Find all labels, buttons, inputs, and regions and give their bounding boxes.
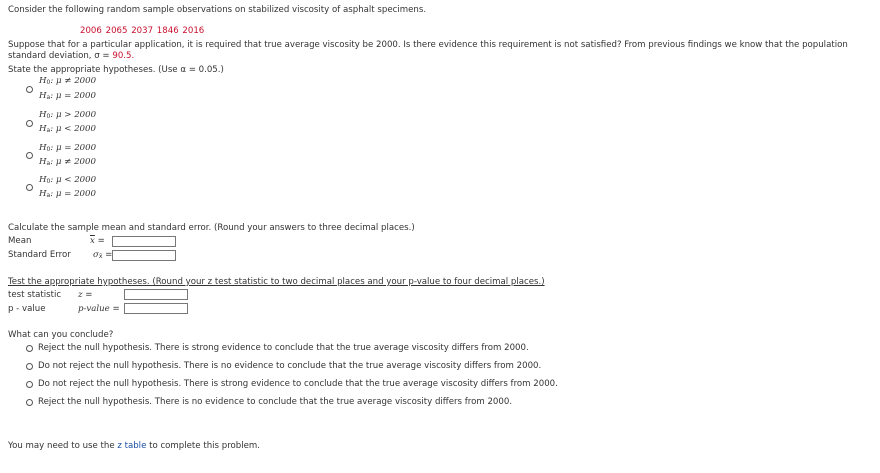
z-table-link[interactable]: z table [117, 441, 147, 451]
pvalue-input[interactable] [124, 303, 188, 314]
conclude-prompt: What can you conclude? [8, 330, 114, 340]
z-input[interactable] [124, 289, 188, 300]
hypothesis-radio-2[interactable] [26, 120, 33, 127]
hypothesis-radio-1[interactable] [26, 86, 33, 93]
pvalue-label: p - value [8, 304, 46, 314]
footer-suffix: to complete this problem. [146, 441, 261, 451]
calc-prompt: Calculate the sample mean and standard error. (Round your answers to three decimal places.) [8, 223, 415, 233]
hypothesis-radio-3[interactable] [26, 152, 33, 159]
conclusion-radio-3[interactable] [26, 381, 33, 388]
footer-prefix: You may need to use the [8, 441, 118, 451]
intro-text: Consider the following random sample observations on stabilized viscosity of asphalt specimens. [8, 5, 427, 15]
hypothesis-1-h0: H0: μ ≠ 2000 [39, 76, 97, 86]
hypothesis-3-h0: H0: μ = 2000 [39, 143, 97, 153]
hypotheses-prompt: State the appropriate hypotheses. (Use α = 0.05.) [8, 65, 224, 75]
stderr-symbol: σx̄ = [93, 250, 113, 260]
hypothesis-1-ha: Ha: μ = 2000 [39, 91, 96, 101]
test-prompt: Test the appropriate hypotheses. (Round your z test statistic to two decimal places and your p-value to four decimal places.) [8, 277, 545, 287]
conclusion-radio-4[interactable] [26, 399, 33, 406]
mean-symbol: $\overline{x}$ = [90, 236, 105, 246]
mean-label: Mean [8, 236, 32, 246]
conclusion-label-1: Reject the null hypothesis. There is strong evidence to conclude that the true average viscosity differs from 2000. [38, 343, 529, 353]
observations-list: 2006 2065 2037 1846 2016 [80, 26, 205, 36]
hypothesis-4-ha: Ha: μ = 2000 [39, 189, 96, 199]
stderr-label: Standard Error [8, 250, 71, 260]
hypothesis-radio-4[interactable] [26, 184, 33, 191]
conclusion-label-2: Do not reject the null hypothesis. There is no evidence to conclude that the true average viscosity differs from 2000. [38, 361, 542, 371]
hypothesis-3-ha: Ha: μ ≠ 2000 [39, 157, 96, 167]
footer-note [8, 441, 260, 452]
conclusion-label-3: Do not reject the null hypothesis. There is strong evidence to conclude that the true average viscosity differs from 2000. [38, 379, 558, 389]
conclusion-radio-1[interactable] [26, 345, 33, 352]
hypothesis-2-h0: H0: μ > 2000 [39, 110, 97, 120]
mean-input[interactable] [112, 236, 176, 247]
problem-line-2-prefix: standard deviation, σ = [8, 51, 113, 61]
sigma-value: 90.5. [112, 51, 135, 61]
z-symbol: z = [78, 290, 93, 300]
problem-line-1: Suppose that for a particular application, it is required that true average viscosity be 2000. Is there evidence this requirement is not satisfied? From previous findings we know that the population [8, 40, 848, 50]
hypothesis-4-h0: H0: μ < 2000 [39, 175, 97, 185]
stderr-input[interactable] [112, 250, 176, 261]
conclusion-radio-2[interactable] [26, 363, 33, 370]
pvalue-symbol: p-value = [78, 304, 120, 314]
hypothesis-2-ha: Ha: μ < 2000 [39, 124, 96, 134]
problem-line-2 [8, 51, 134, 62]
conclusion-label-4: Reject the null hypothesis. There is no evidence to conclude that the true average viscosity differs from 2000. [38, 397, 513, 407]
test-stat-label: test statistic [8, 290, 62, 300]
